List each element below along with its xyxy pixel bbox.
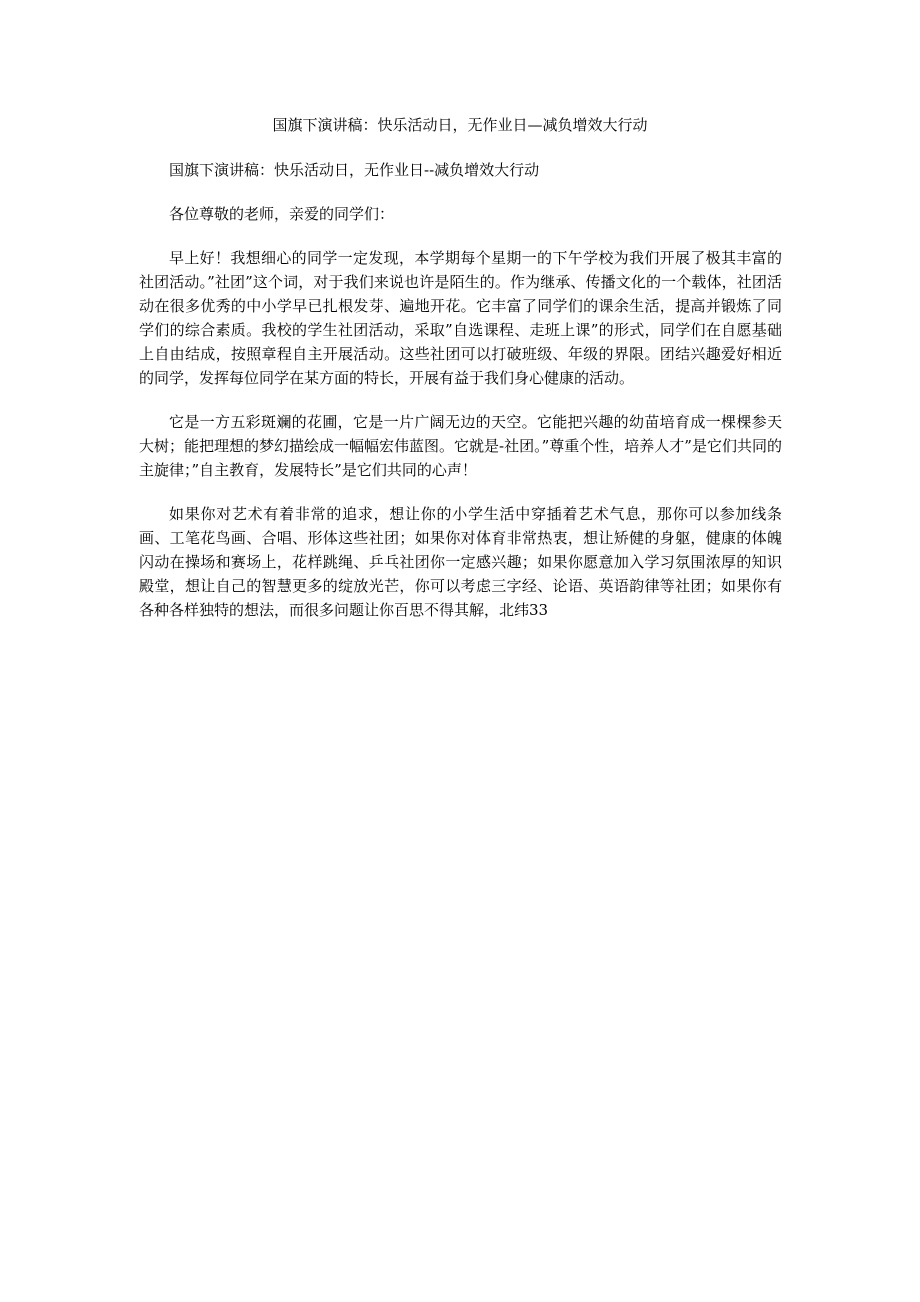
paragraph-1: 早上好！我想细心的同学一定发现，本学期每个星期一的下午学校为我们开展了极其丰富的社团活动。”社团”这个词，对于我们来说也许是陌生的。作为继承、传播文化的一个载体，社团活动在很多优秀的中小学早已扎根发芽、遍地开花。它丰富了同学们的课余生活，提高并锻炼了同学们的综合素质。我校的学生社团活动，采取”自选课程、走班上课”的形式，同学们在自愿基础上自由结成，按照章程自主开展活动。这些社团可以打破班级、年级的界限。团结兴趣爱好相近的同学，发挥每位同学在某方面的特长，开展有益于我们身心健康的活动。 <box>139 249 782 387</box>
document-body <box>139 158 782 642</box>
paragraph-2: 它是一方五彩斑斓的花圃，它是一片广阔无边的天空。它能把兴趣的幼苗培育成一棵棵参天大树；能把理想的梦幻描绘成一幅幅宏伟蓝图。它就是-社团。”尊重个性，培养人才”是它们共同的主旋律；”自主教育，发展特长”是它们共同的心声！ <box>139 413 782 479</box>
document-subtitle: 国旗下演讲稿：快乐活动日，无作业日--减负增效大行动 <box>169 161 540 179</box>
document-title: 国旗下演讲稿：快乐活动日，无作业日—减负增效大行动 <box>272 116 648 134</box>
greeting-line: 各位尊敬的老师，亲爱的同学们： <box>169 205 395 223</box>
paragraph-3: 如果你对艺术有着非常的追求，想让你的小学生活中穿插着艺术气息，那你可以参加线条画、工笔花鸟画、合唱、形体这些社团；如果你对体育非常热衷，想让矫健的身躯，健康的体魄闪动在操场和赛场上，花样跳绳、乒乓社团你一定感兴趣；如果你愿意加入学习氛围浓厚的知识殿堂，想让自己的智慧更多的绽放光芒，你可以考虑三字经、论语、英语韵律等社团；如果你有各种各样独特的想法，而很多问题让你百思不得其解，北纬33 <box>139 505 782 619</box>
